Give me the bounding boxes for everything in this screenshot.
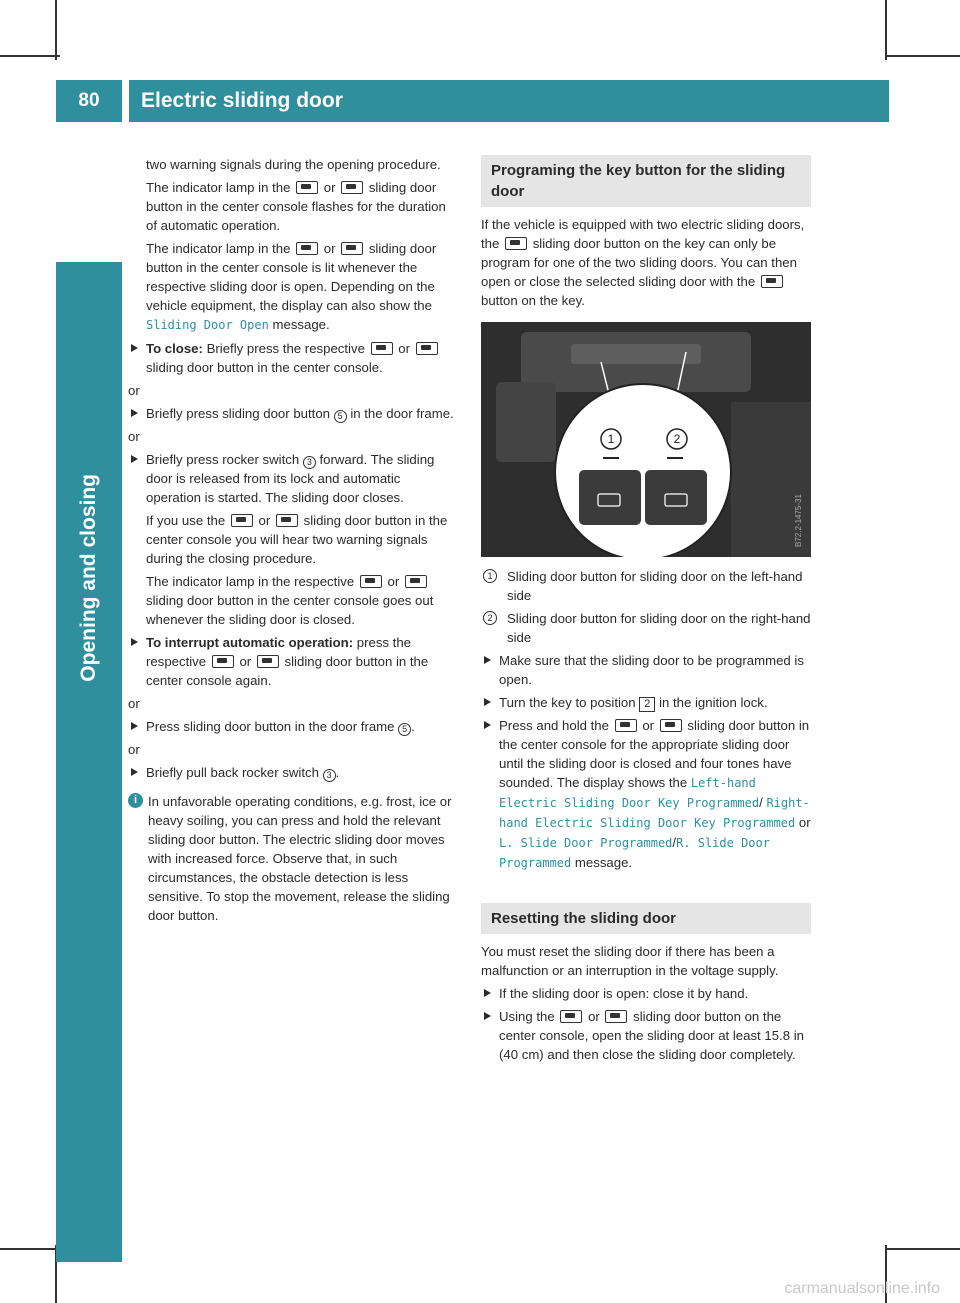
step-item: Briefly press rocker switch 3 forward. The sliding door is released from its lock and automatic operation is started. The sliding door closes. [128, 450, 458, 507]
display-message: Sliding Door Open [146, 318, 269, 332]
paragraph: If the vehicle is equipped with two electric sliding doors, the sliding door button on the key can only be program for one of the two sliding doors. You can then open or close the selected sliding door with the button on the key. [481, 217, 805, 308]
right-sliding-door-button-icon [405, 575, 427, 588]
crop-mark [55, 0, 57, 60]
section-heading: Programing the key button for the sliding door [481, 155, 811, 207]
or-text: or [128, 696, 140, 711]
legend-item: 1 Sliding door button for sliding door on the left-hand side [481, 567, 811, 605]
right-sliding-door-button-icon [416, 342, 438, 355]
info-icon: i [128, 793, 143, 808]
paragraph: The indicator lamp in the or sliding door button in the center console flashes for the duration of automatic operation. [146, 180, 446, 233]
callout-number: 5 [398, 723, 411, 736]
step-item: Briefly press sliding door button 5 in the door frame. [128, 404, 458, 423]
right-sliding-door-button-icon [341, 181, 363, 194]
paragraph: You must reset the sliding door if there has been a malfunction or an interruption in the voltage supply. [481, 944, 779, 978]
step-item: Using the or sliding door button on the center console, open the sliding door at least 15.8 in (40 cm) and then close the sliding door completely. [481, 1007, 811, 1064]
console-illustration [481, 322, 811, 557]
crop-mark [885, 1248, 960, 1250]
crop-mark [0, 55, 60, 57]
or-text: or [128, 742, 140, 757]
right-sliding-door-button-icon [605, 1010, 627, 1023]
step-item: To close: Briefly press the respective or sliding door button in the center console. [128, 339, 458, 377]
left-sliding-door-button-icon [212, 655, 234, 668]
left-sliding-door-button-icon [615, 719, 637, 732]
right-sliding-door-button-icon [341, 242, 363, 255]
left-column [128, 155, 458, 925]
step-item: Press sliding door button in the door frame 5 . [128, 717, 458, 736]
display-message: Right-hand Electric Sliding Door Key Programmed [499, 796, 810, 830]
left-sliding-door-button-icon [231, 514, 253, 527]
right-sliding-door-button-icon [257, 655, 279, 668]
callout-number: 3 [323, 769, 336, 782]
crop-mark [885, 55, 960, 57]
info-text: In unfavorable operating conditions, e.g. frost, ice or heavy soiling, you can press and hold the relevant sliding door button. The electric sliding door moves with increased force. Observe that, in such circumstances, the obstacle detection is less sensitive. To stop the movement, release the sliding door button. [148, 794, 452, 923]
figure-code: B72.2-1475-31 [794, 494, 803, 547]
side-tab-label [56, 262, 122, 682]
paragraph: The indicator lamp in the or sliding door button in the center console is lit whenever the respective sliding door is open. Depending on the vehicle equipment, the display can also show the Sliding Door Open message. [146, 241, 437, 332]
figure-label-1: 1 [607, 432, 615, 446]
or-text: or [128, 429, 140, 444]
step-item: Briefly pull back rocker switch 3 . [128, 763, 458, 782]
page-number: 80 [56, 80, 122, 122]
display-message: Left-hand Electric Sliding Door Key Programmed [499, 776, 760, 810]
legend-item: 2 Sliding door button for sliding door on the right-hand side [481, 609, 811, 647]
right-column [481, 155, 811, 1068]
step-item: Turn the key to position 2 in the ignition lock. [481, 693, 811, 712]
figure-label-2: 2 [673, 432, 681, 446]
legend-number: 1 [483, 569, 497, 583]
paragraph: If you use the or sliding door button in the center console you will hear two warning signals during the closing procedure. [146, 513, 448, 566]
key-sliding-door-button-icon [505, 237, 527, 250]
crop-mark [885, 0, 887, 60]
left-sliding-door-button-icon [371, 342, 393, 355]
left-sliding-door-button-icon [360, 575, 382, 588]
left-sliding-door-button-icon [560, 1010, 582, 1023]
step-item: To interrupt automatic operation: press the respective or sliding door button in the center console again. [128, 633, 458, 690]
callout-number: 3 [303, 456, 316, 469]
step-item: If the sliding door is open: close it by hand. [481, 984, 811, 1003]
right-sliding-door-button-icon [276, 514, 298, 527]
left-sliding-door-button-icon [296, 242, 318, 255]
step-item: Press and hold the or sliding door button in the center console for the appropriate sliding door until the sliding door is closed and four tones have sounded. The display shows the Left-hand Electric Sliding Door Key Programmed/ Right-hand Electric Sliding Door Key Programmed or L. Slide Door Programmed/R. Slide Door Programmed message. [481, 716, 811, 873]
paragraph: The indicator lamp in the respective or sliding door button in the center console goes out whenever the sliding door is closed. [146, 574, 434, 627]
right-sliding-door-button-icon [660, 719, 682, 732]
info-note [128, 792, 458, 925]
legend-number: 2 [483, 611, 497, 625]
key-sliding-door-button-icon [761, 275, 783, 288]
watermark: carmanualsonline.info [784, 1280, 940, 1297]
step-item: Make sure that the sliding door to be programmed is open. [481, 651, 811, 689]
left-sliding-door-button-icon [296, 181, 318, 194]
console-figure [481, 322, 811, 557]
section-heading: Resetting the sliding door [481, 903, 811, 934]
page-title: Electric sliding door [129, 80, 889, 122]
side-tab-text: Opening and closing [77, 474, 100, 682]
callout-number: 5 [334, 410, 347, 423]
display-message: L. Slide Door Programmed [499, 836, 673, 850]
key-position: 2 [639, 697, 655, 712]
paragraph: two warning signals during the opening procedure. [146, 157, 441, 172]
display-message: R. Slide Door Programmed [499, 836, 770, 870]
or-text: or [128, 383, 140, 398]
crop-mark [0, 1248, 60, 1250]
